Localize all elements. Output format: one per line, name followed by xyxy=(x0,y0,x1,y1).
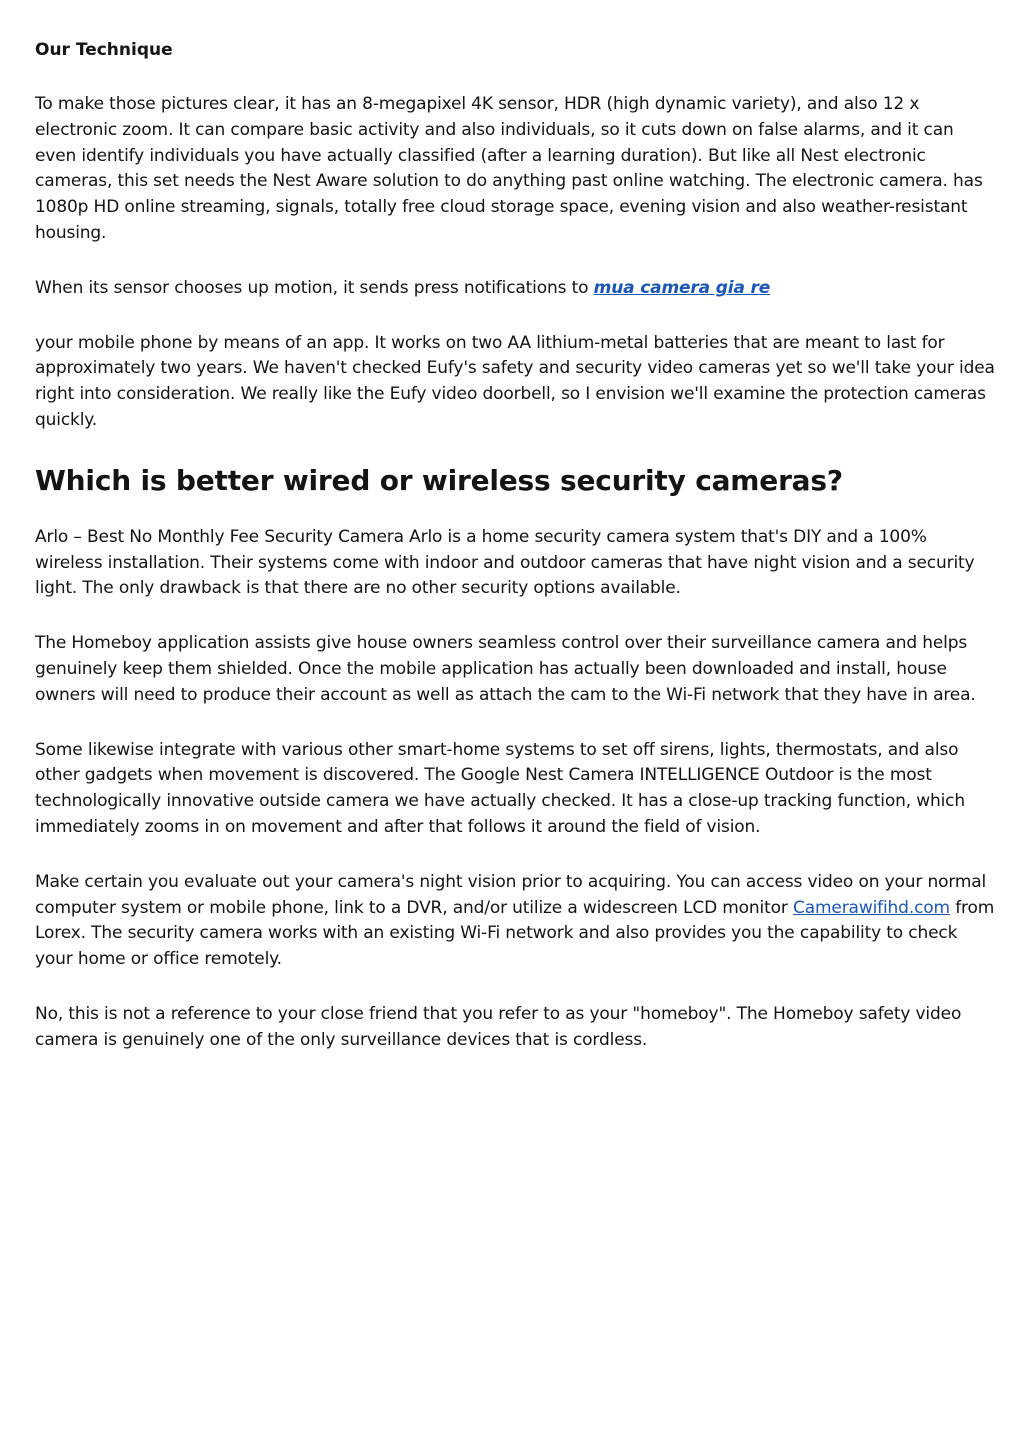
paragraph-smart-home: Some likewise integrate with various other smart-home systems to set off sirens, lights, thermostats, and also other gadgets when movement is discovered. The Google Nest Camera INTELLIGENCE Outdoor is the most technologically innovative outside camera we have actually checked. It has a close-up tracking function, which immediately zooms in on movement and after that follows it around the field of vision. xyxy=(35,739,965,837)
paragraph-motion-text: When its sensor chooses up motion, it sends press notifications to xyxy=(35,277,594,298)
document-body xyxy=(35,37,995,1083)
paragraph-night-vision-text-before: Make certain you evaluate out your camera's night vision prior to acquiring. You can access video on your normal computer system or mobile phone, link to a DVR, and/or utilize a widescreen LCD monitor xyxy=(35,871,987,918)
paragraph-technique: To make those pictures clear, it has an 8-megapixel 4K sensor, HDR (high dynamic variety), and also 12 x electronic zoom. It can compare basic activity and also individuals, so it cuts down on false alarms, and it can even identify individuals you have actually classified (after a learning duration). But like all Nest electronic cameras, this set needs the Nest Aware solution to do anything past online watching. The electronic camera. has 1080p HD online streaming, signals, totally free cloud storage space, evening vision and also weather-resistant housing. xyxy=(35,94,983,243)
page-heading-wired-vs-wireless: Which is better wired or wireless security cameras? xyxy=(35,463,843,497)
section-heading-our-technique: Our Technique xyxy=(35,40,173,60)
mua-camera-gia-re-link[interactable]: mua camera gia re xyxy=(593,277,771,298)
paragraph-homeboy-app: The Homeboy application assists give house owners seamless control over their surveillance camera and helps genuinely keep them shielded. Once the mobile application has actually been downloaded and install, house owners will need to produce their account as well as attach the cam to the Wi-Fi network that they have in area. xyxy=(35,633,976,705)
paragraph-homeboy-camera: No, this is not a reference to your close friend that you refer to as your "homeboy". The Homeboy safety video camera is genuinely one of the only surveillance devices that is cordless. xyxy=(35,1003,962,1050)
paragraph-motion-notifications xyxy=(35,276,995,302)
paragraph-night-vision xyxy=(35,870,995,973)
camerawifihd-link[interactable]: Camerawifihd.com xyxy=(793,897,950,918)
paragraph-arlo: Arlo – Best No Monthly Fee Security Camera Arlo is a home security camera system that's DIY and a 100% wireless installation. Their systems come with indoor and outdoor cameras that have night vision and a security light. The only drawback is that there are no other security options available. xyxy=(35,526,975,599)
paragraph-mobile-app: your mobile phone by means of an app. It works on two AA lithium-metal batteries that are meant to last for approximately two years. We haven't checked Eufy's safety and security video cameras yet so we'll take your idea right into consideration. We really like the Eufy video doorbell, so I envision we'll examine the protection cameras quickly. xyxy=(35,332,995,430)
paragraph-night-vision-text-after: from Lorex. The security camera works with an existing Wi-Fi network and also provides you the capability to check your home or office remotely. xyxy=(35,897,995,970)
